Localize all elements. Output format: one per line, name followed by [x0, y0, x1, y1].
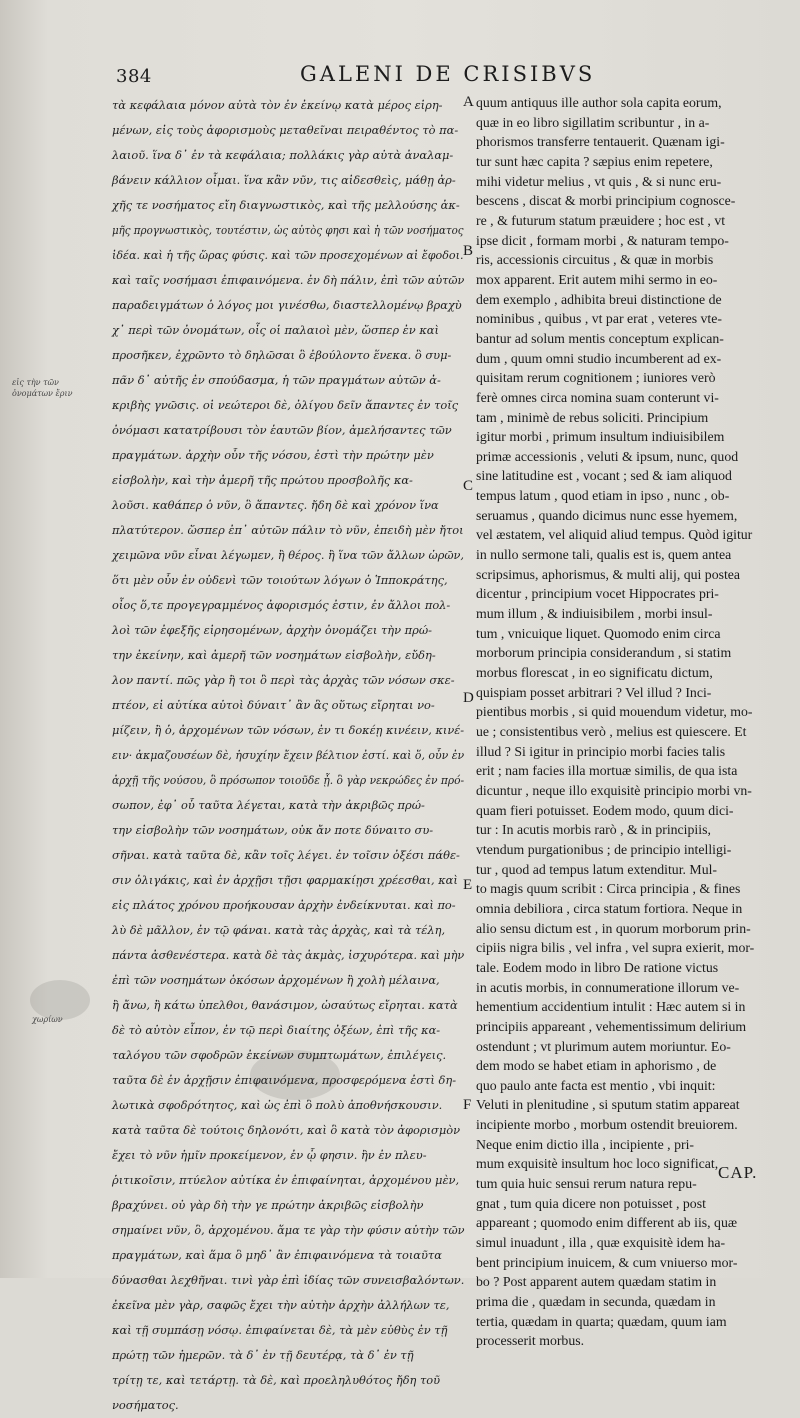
greek-text-line: λοὶ τῶν ἐφεξῆς εἰρησομένων, ἀρχὴν ὀνομάζει τὴν πρώ- [112, 623, 432, 637]
greek-text-line: σιν ὀλιγάκις, καὶ ἐν ἀρχῇσι τῇσι φαρμακίῃσι χρέεσθαι, καὶ [112, 873, 458, 887]
latin-text-line: appareant ; quomodo enim different ab iis, quæ [476, 1215, 738, 1231]
greek-text-line: πρώτῃ τῶν ἡμερῶν. τὰ δ᾽ ἐν τῇ δευτέρᾳ, τὰ δ᾽ ἐν τῇ [112, 1348, 414, 1362]
greek-text-line: δύνασθαι λεχθῆναι. τινὶ γὰρ ἐπὶ ἰδίας τῶν συνεισβαλόντων. [112, 1273, 465, 1287]
latin-text-line: in nullo sermone tali, qualis est is, quem antea [476, 547, 732, 563]
greek-text-line: οἷος ὅ,τε προγεγραμμένος ἀφορισμός ἐστιν, ἐν ἄλλοι πολ- [112, 598, 451, 612]
latin-text-line: hementium accidentium intulit : Hæc autem si in [476, 999, 746, 1015]
greek-text-line: ὀνόμασι κατατρίβουσι τὸν ἑαυτῶν βίον, ἀμελήσαντες τῶν [112, 423, 452, 437]
greek-text-line: σωπον, ἐφ᾽ οὗ ταῦτα λέγεται, κατὰ τὴν ἀκριβῶς πρώ- [112, 798, 425, 812]
latin-text-line: omnia debiliora , circa statum fortiora. Neque in [476, 900, 743, 916]
section-marker-f: F [463, 1097, 472, 1113]
catchword: CAP. [718, 1163, 758, 1182]
latin-text-line: sine latitudine est , vocant ; sed & iam aliquod [476, 468, 732, 484]
latin-text-line: quam fieri potuisset. Eodem modo, quum dici- [476, 802, 734, 818]
latin-text-line: incipiente morbo , morbum ostendit breuiorem. [476, 1117, 738, 1133]
greek-text-line: λοῦσι. καθάπερ ὁ νῦν, ὃ ἅπαντες. ἤδη δὲ καὶ χρόνον ἵνα [112, 498, 439, 512]
greek-text-column [112, 93, 464, 1418]
greek-text-line: πραγμάτων. ἀρχὴν οὖν τῆς νόσου, ἐστὶ τὴν πρώτην μὲν [112, 448, 434, 462]
latin-text-line: phorismos transferre tentauerit. Quænam igi- [476, 134, 725, 150]
greek-text-line: ἐκεῖνα μὲν γὰρ, σαφῶς ἔχει τὴν αὐτὴν ἀρχὴν ἀλλήλων τε, [112, 1298, 450, 1312]
latin-text-line: morborum principia considerandum , si statim [476, 645, 732, 661]
greek-text-line: σῆναι. κατὰ ταῦτα δὲ, κἂν τοῖς λέγει. ἐν τοῖσιν ὀξέσι πάθε- [112, 848, 460, 862]
greek-text-line: ῥιτικοῖσιν, πτύελον αὐτίκα ἐν ἐπιφαίνηται, ἀρχομένου μὲν, [112, 1173, 460, 1187]
greek-text-line: παραδειγμάτων ὁ λόγος μοι γινέσθω, διαστελλομένῳ βραχὺ [112, 298, 462, 312]
latin-text-line: tertia, quædam in quarta; quædam, quum iam [476, 1313, 727, 1329]
latin-text-line: erit ; nam facies illa mortuæ similis, de qua ista [476, 763, 738, 779]
latin-text-line: vel æstatem, vel aliquid aliud tempus. Quòd igitur [476, 527, 753, 543]
greek-text-line: πλατύτερον. ὥσπερ ἐπ᾽ αὐτῶν πάλιν τὸ νῦν, ἐπειδὴ μὲν ἤτοι [112, 523, 464, 537]
greek-text-line: ἔχει τὸ νῦν ἡμῖν προκείμενον, ἐν ᾧ φησιν. ἢν ἐν πλευ- [112, 1148, 427, 1162]
latin-text-line: pientibus morbis , si quid mouendum videtur, mo- [476, 704, 753, 720]
latin-text-line: alio sensu dictum est , in quorum morborum prin- [476, 920, 751, 936]
greek-text-line: καὶ ταῖς νοσήμασι ἐπιφαινόμενα. ἐν δὴ πάλιν, ἐπὶ τῶν αὐτῶν [112, 273, 465, 287]
latin-text-line: tur sunt hæc capita ? sæpius enim repetere, [476, 153, 713, 169]
latin-text-line: prima die , quædam in secunda, quædam in [476, 1294, 716, 1310]
greek-text-line: την εἰσβολὴν τῶν νοσημάτων, οὐκ ἄν ποτε δύναιτο συ- [112, 823, 434, 837]
latin-text-line: morbus florescat , in eo significatu dictum, [476, 665, 713, 681]
greek-text-line: ἰδέα. καὶ ἡ τῆς ὥρας φύσις. καὶ τῶν προσεχομένων αἱ ἔφοδοι. [112, 248, 464, 262]
greek-text-line: βάνειν κάλλιον οἶμαι. ἵνα κἂν νῦν, τις αἰδεσθεὶς, μάθῃ ἀρ- [112, 173, 456, 187]
latin-text-line: tale. Eodem modo in libro De ratione victus [476, 959, 719, 975]
latin-text-line: ris, accessionis circuitus , & quæ in morbis [476, 252, 714, 268]
latin-text-line: in acutis morbis, in connumeratione illorum ve- [476, 979, 740, 995]
greek-text-line: πραγμάτων, καὶ ἅμα ὃ μηδ᾽ ἂν ἐπιφαινόμενα τὰ τοιαῦτα [112, 1248, 442, 1262]
greek-text-line: καὶ τῇ συμπάσῃ νόσῳ. ἐπιφαίνεται δὲ, τὰ μὲν εὐθὺς ἐν τῇ [112, 1323, 448, 1337]
latin-text-line: quisitam rerum cognitionem ; iuniores verò [476, 370, 716, 386]
latin-text-line: mum exquisitè insultum hoc loco significat, [476, 1156, 719, 1172]
greek-text-line: εἰς πλάτος χρόνου προήκουσαν ἀρχὴν ἐνδείκνυται. καὶ πο- [112, 898, 456, 912]
greek-text-line: την ἐκείνην, καὶ ἀμερῆ τῶν νοσημάτων εἰσβολὴν, εὔδη- [112, 648, 436, 662]
greek-text-line: πτέον, εἰ αὐτίκα αὐτοὶ δύναιτ᾽ ἂν ἃς οὕτως εἴρηται νο- [112, 698, 435, 712]
page-number: 384 [116, 66, 152, 87]
latin-text-line: gnat , tum quia dicere non potuisset , post [476, 1195, 706, 1211]
latin-text-line: mihi videtur melius , vt quis , & si nunc eru- [476, 173, 722, 189]
greek-text-line: εἰσβολὴν, καὶ τὴν ἀμερῆ τῆς πρώτου προσβολῆς κα- [112, 473, 413, 487]
latin-text-line: simul inuadunt , illa , quæ exquisitè idem ha- [476, 1235, 726, 1251]
latin-text-line: bo ? Post apparent autem quædam statim in [476, 1274, 717, 1290]
greek-text-line: πάντα ἀσθενέστερα. κατὰ δὲ τὰς ἀκμὰς, ἰσχυρότερα. καὶ μὴν [112, 948, 465, 962]
greek-text-line: χ᾽ περὶ τῶν ὀνομάτων, οἷς οἱ παλαιοὶ μὲν, ὥσπερ ἐν καὶ [112, 323, 439, 337]
greek-text-line: χῆς τε νοσήματος εἴη διαγνωστικὸς, καὶ τῆς μελλούσης ἀκ- [112, 198, 460, 212]
latin-text-line: dicuntur , neque illo exquisitè principio morbi vn- [476, 782, 752, 798]
latin-text-line: igitur morbi , primum insultum indiuisibilem [476, 429, 725, 445]
greek-text-line: λωτικὰ σφοδρότητος, καὶ ὡς ἐπὶ ὃ πολὺ ἀποθνήσκουσιν. [112, 1098, 443, 1112]
latin-text-line: tempus latum , quod etiam in ipso , nunc , ob- [476, 488, 730, 504]
greek-text-line: προσῆκεν, ἐχρῶντο τὸ δηλῶσαι ὃ ἐβούλοντο ἕνεκα. ὃ συμ- [112, 348, 452, 362]
section-marker-c: C [463, 478, 474, 494]
latin-text-line: dem modo se habet etiam in aphorismo , de [476, 1058, 717, 1074]
greek-text-line: μίζειν, ἢ ὁ, ἀρχομένων τῶν νόσων, ἐν τι δοκέῃ κινέειν, κινέ- [112, 723, 465, 737]
greek-text-line: δὲ τὸ αὐτὸν εἶπον, ἐν τῷ περὶ διαίτης ὀξέων, ἐπὶ τῆς κα- [112, 1023, 441, 1037]
latin-text-line: cipiis nigra bilis , vel infra , vel supra exierit, mor- [476, 940, 755, 956]
greek-text-line: νοσήματος. [112, 1398, 179, 1412]
margin-note: χωρίων [32, 1015, 63, 1024]
section-marker-e: E [463, 877, 473, 893]
greek-text-line: σημαίνει νῦν, ὃ, ἀρχομένου. ἅμα τε γὰρ τὴν φύσιν αὐτὴν τῶν [112, 1223, 465, 1237]
latin-text-line: principiis appareant , vehementissimum delirium [476, 1018, 747, 1034]
latin-text-line: tum quia huic sensui rerum natura repu- [476, 1176, 697, 1192]
latin-text-line: quæ in eo libro sigillatim scribuntur , in a- [476, 114, 710, 130]
latin-text-line: dem exemplo , adhibita breui distinctione de [476, 291, 722, 307]
latin-text-line: seruamus , quando dicimus nunc esse hyemem, [476, 507, 738, 523]
latin-text-line: ue ; consistentibus verò , melius est quiescere. Et [476, 724, 747, 739]
latin-text-line: bantur ad solum mentis conceptum explican- [476, 330, 724, 346]
section-marker-d: D [463, 690, 474, 706]
latin-text-line: ferè omnes circa nomina suam conterunt vi- [476, 389, 719, 405]
greek-text-line: τὰ κεφάλαια μόνον αὐτὰ τὸν ἐν ἐκείνῳ κατὰ μέρος εἰρη- [112, 98, 443, 112]
greek-text-line: κατὰ ταῦτα δὲ τούτοις δηλονότι, καὶ ὃ κατὰ τὸν ἀφορισμὸν [112, 1123, 461, 1137]
greek-text-line: χειμῶνα νῦν εἶναι λέγωμεν, ἢ θέρος. ἢ ἵνα τῶν ἄλλων ὡρῶν, [112, 548, 465, 562]
latin-text-line: ostendunt ; vt plurimum autem moriuntur. Eo- [476, 1038, 731, 1054]
latin-text-line: tur : In acutis morbis rarò , & in principiis, [476, 822, 711, 838]
greek-text-line: ὅτι μὲν οὖν ἐν οὐδενὶ τῶν τοιούτων λόγων ὁ Ἱπποκράτης, [112, 573, 448, 587]
latin-text-line: mum illum , & indiuisibilem , morbi insul- [476, 606, 713, 622]
section-marker-b: B [463, 243, 474, 259]
latin-text-line: tam , minimè de rebus soliciti. Principium [476, 409, 709, 425]
latin-text-line: quum antiquus ille author sola capita eorum, [476, 95, 722, 110]
latin-text-line: ipse dicit , formam morbi , & naturam tempo- [476, 232, 729, 248]
greek-text-line: ταῦτα δὲ ἐν ἀρχῇσιν ἐπιφαινόμενα, προσφερόμενα ἐστὶ δη- [112, 1073, 457, 1087]
latin-text-line: re , & futurum statum præuidere ; hoc est , vt [476, 212, 726, 228]
greek-text-line: τρίτῃ τε, καὶ τετάρτῃ. τὰ δὲ, καὶ προεληλυθότος ἤδη τοῦ [112, 1373, 441, 1387]
greek-text-line: βραχύνει. οὐ γὰρ δὴ τὴν γε πρώτην ἀκριβῶς εἰσβολὴν [112, 1198, 424, 1212]
greek-text-line: ταλόγου τῶν σφοδρῶν ἐκείνων συμπτωμάτων, ἐπιλέγεις. [112, 1048, 447, 1062]
greek-text-line: κριβὴς γνῶσις. οἱ νεώτεροι δὲ, ὀλίγου δεῖν ἅπαντες ἐν τοῖς [112, 398, 459, 412]
latin-text-line: quo paulo ante facta est mentio , vbi inquit: [476, 1077, 716, 1093]
latin-text-line: to magis quum scribit : Circa principia , & fines [476, 881, 741, 897]
latin-text-line: Neque enim dictio illa , incipiente , pri- [476, 1136, 695, 1152]
greek-text-line: ἢ ἄνω, ἢ κάτω ὑπελθοι, θανάσιμον, ὡσαύτως εἴρηται. κατὰ [112, 998, 458, 1012]
latin-text-line: primæ accessionis , veluti & ipsum, nunc, quod [476, 448, 739, 464]
latin-text-line: Veluti in plenitudine , si sputum statim appareat [476, 1097, 740, 1113]
latin-text-line: dum , quum omni studio incumberent ad ex- [476, 350, 722, 366]
greek-text-line: λὺ δὲ μᾶλλον, ἐν τῷ φάναι. κατὰ τὰς ἀρχὰς, καὶ τὰ τέλη, [112, 923, 446, 937]
greek-text-line: μῆς προγνωστικὸς, τουτέστιν, ὡς αὐτὸς φησι καὶ ἡ τῶν νοσήματος [112, 223, 464, 237]
latin-text-line: scripsimus, aphorismus, & multi alij, qui postea [476, 566, 741, 582]
latin-text-line: quispiam posset arbitrari ? Vel illud ? Inci- [476, 684, 712, 700]
margin-note: εἰς τὴν τῶν ὀνομάτων ἔριν [12, 378, 73, 398]
latin-text-line: tur , quod ad tempus latum extenditur. Mul- [476, 861, 718, 877]
greek-text-line: ειν· ἀκμαζουσέων δὲ, ἡσυχίην ἔχειν βέλτιον ἐστί. καὶ ὅ, οὖν ἐν [112, 748, 465, 762]
greek-text-line: ἀρχῇ τῆς νούσου, ὃ πρόσωπον τοιοῦδε ᾖ. ὃ γὰρ νεκρώδες ἐν πρό- [112, 773, 465, 787]
latin-text-line: illud ? Si igitur in principio morbi facies talis [476, 743, 726, 759]
latin-text-line: bent principium inuicem, & cum vniuerso mor- [476, 1254, 738, 1270]
section-marker-a: A [463, 94, 474, 110]
latin-text-line: bescens , discat & morbi principium cognosce- [476, 193, 736, 209]
latin-text-line: processerit morbus. [476, 1333, 585, 1349]
greek-text-line: μένων, εἰς τοὺς ἀφορισμοὺς μεταθεῖναι πειραθέντος τὸ πα- [112, 123, 459, 137]
latin-text-line: nominibus , quibus , vt par erat , veteres vte- [476, 311, 722, 327]
greek-text-line: λον παντί. πῶς γὰρ ἢ τοι ὃ περὶ τὰς ἀρχὰς τῶν νόσων σκε- [112, 673, 455, 687]
latin-text-line: vtendum purgationibus ; de principio intelligi- [476, 841, 732, 857]
latin-text-line: mox apparent. Erit autem mihi sermo in eo- [476, 271, 718, 287]
latin-text-line: tum , vnicuique liquet. Quomodo enim circa [476, 625, 721, 641]
running-head: GALENI DE CRISIBVS [300, 62, 596, 86]
greek-text-line: ἐπὶ τῶν νοσημάτων ὁκόσων ἀρχομένων ἢ χολὴ μέλαινα, [112, 973, 440, 987]
greek-text-line: πᾶν δ᾽ αὐτῆς ἐν σπούδασμα, ἡ τῶν πραγμάτων αὐτῶν ἀ- [112, 373, 441, 387]
latin-text-line: dicentur , principium vocet Hippocrates pri- [476, 586, 719, 602]
greek-text-line: λαιοῦ. ἵνα δ᾽ ἐν τὰ κεφάλαια; πολλάκις γὰρ αὐτὰ ἀναλαμ- [112, 148, 454, 162]
